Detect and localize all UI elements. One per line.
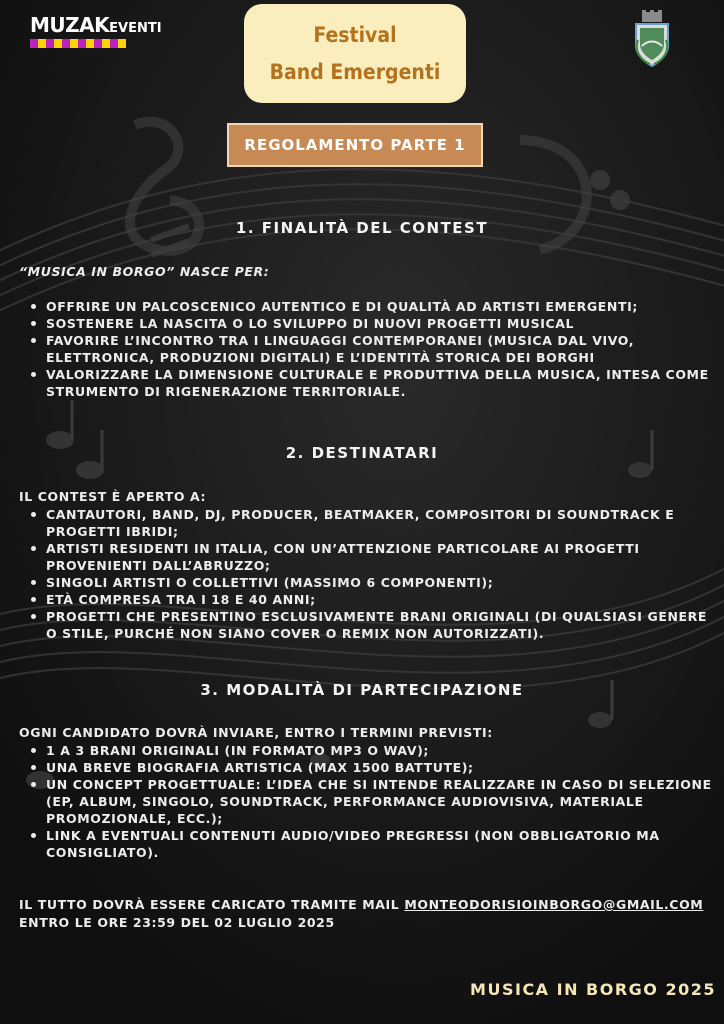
upload-instructions — [19, 896, 709, 913]
logo-stripe — [78, 39, 86, 48]
section1-title: 1. FINALITÀ DEL CONTEST — [235, 219, 489, 237]
list-item: LINK A EVENTUALI CONTENUTI AUDIO/VIDEO PREGRESSI (NON OBBLIGATORIO MA CONSIGLIATO). — [30, 827, 718, 861]
municipal-crest-icon — [632, 10, 672, 68]
logo-stripe — [54, 39, 62, 48]
logo-stripes — [30, 39, 126, 48]
section3-intro: OGNI CANDIDATO DOVRÀ INVIARE, ENTRO I TERMINI PREVISTI: — [19, 725, 493, 740]
logo-stripe — [30, 39, 38, 48]
section2-title: 2. DESTINATARI — [285, 444, 439, 462]
logo-stripe — [46, 39, 54, 48]
section1-list — [30, 298, 718, 400]
section1-intro: “MUSICA IN BORGO” NASCE PER: — [19, 264, 270, 279]
list-item: UNA BREVE BIOGRAFIA ARTISTICA (MAX 1500 BATTUTE); — [30, 759, 718, 776]
logo-stripe — [118, 39, 126, 48]
festival-title-box — [244, 4, 466, 103]
logo-stripe — [70, 39, 78, 48]
section2-intro: IL CONTEST È APERTO A: — [19, 489, 207, 504]
logo-stripe — [110, 39, 118, 48]
section3-list — [30, 742, 718, 861]
contact-email-link[interactable]: MONTEODORISIOINBORGO@GMAIL.COM — [404, 897, 704, 912]
list-item: CANTAUTORI, BAND, DJ, PRODUCER, BEATMAKER, COMPOSITORI DI SOUNDTRACK E PROGETTI IBRIDI; — [30, 506, 718, 540]
logo-stripe — [94, 39, 102, 48]
list-item: OFFRIRE UN PALCOSCENICO AUTENTICO E DI QUALITÀ AD ARTISTI EMERGENTI; — [30, 298, 718, 315]
regolamento-banner: REGOLAMENTO PARTE 1 — [227, 123, 483, 167]
logo-stripe — [62, 39, 70, 48]
festival-title-line1: Festival — [313, 22, 397, 47]
logo-sub-text: EVENTI — [109, 21, 162, 36]
muzak-eventi-logo — [30, 13, 162, 55]
list-item: PROGETTI CHE PRESENTINO ESCLUSIVAMENTE BRANI ORIGINALI (DI QUALSIASI GENERE O STILE, PURCHÉ NON SIANO COVER O REMIX NON AUTORIZZATI). — [30, 608, 718, 642]
list-item: FAVORIRE L’INCONTRO TRA I LINGUAGGI CONTEMPORANEI (MUSICA DAL VIVO, ELETTRONICA, PRODUZIONI DIGITALI) E L’IDENTITÀ STORICA DEI BORGHI — [30, 332, 718, 366]
list-item: SOSTENERE LA NASCITA O LO SVILUPPO DI NUOVI PROGETTI MUSICAL — [30, 315, 718, 332]
list-item: VALORIZZARE LA DIMENSIONE CULTURALE E PRODUTTIVA DELLA MUSICA, INTESA COME STRUMENTO DI RIGENERAZIONE TERRITORIALE. — [30, 366, 718, 400]
logo-stripe — [102, 39, 110, 48]
logo-stripe — [86, 39, 94, 48]
list-item: ARTISTI RESIDENTI IN ITALIA, CON UN’ATTENZIONE PARTICOLARE AI PROGETTI PROVENIENTI DALL’ABRUZZO; — [30, 540, 718, 574]
list-item: SINGOLI ARTISTI O COLLETTIVI (MASSIMO 6 COMPONENTI); — [30, 574, 718, 591]
footer-event-name: MUSICA IN BORGO 2025 — [470, 980, 716, 999]
list-item: 1 A 3 BRANI ORIGINALI (IN FORMATO MP3 O WAV); — [30, 742, 718, 759]
list-item: UN CONCEPT PROGETTUALE: L’IDEA CHE SI INTENDE REALIZZARE IN CASO DI SELEZIONE (EP, ALBUM, SINGOLO, SOUNDTRACK, PERFORMANCE AUDIOVISIVA, MATERIALE PROMOZIONALE, ECC.); — [30, 776, 718, 827]
list-item: ETÀ COMPRESA TRA I 18 E 40 ANNI; — [30, 591, 718, 608]
deadline-text: ENTRO LE ORE 23:59 DEL 02 LUGLIO 2025 — [19, 915, 335, 930]
logo-main-text: MUZAK — [30, 13, 110, 37]
festival-title-line2: Band Emergenti — [269, 59, 441, 84]
upload-text: IL TUTTO DOVRÀ ESSERE CARICATO TRAMITE MAIL — [19, 897, 405, 912]
section3-title: 3. MODALITÀ DI PARTECIPAZIONE — [200, 681, 524, 699]
logo-stripe — [38, 39, 46, 48]
section2-list — [30, 506, 718, 642]
